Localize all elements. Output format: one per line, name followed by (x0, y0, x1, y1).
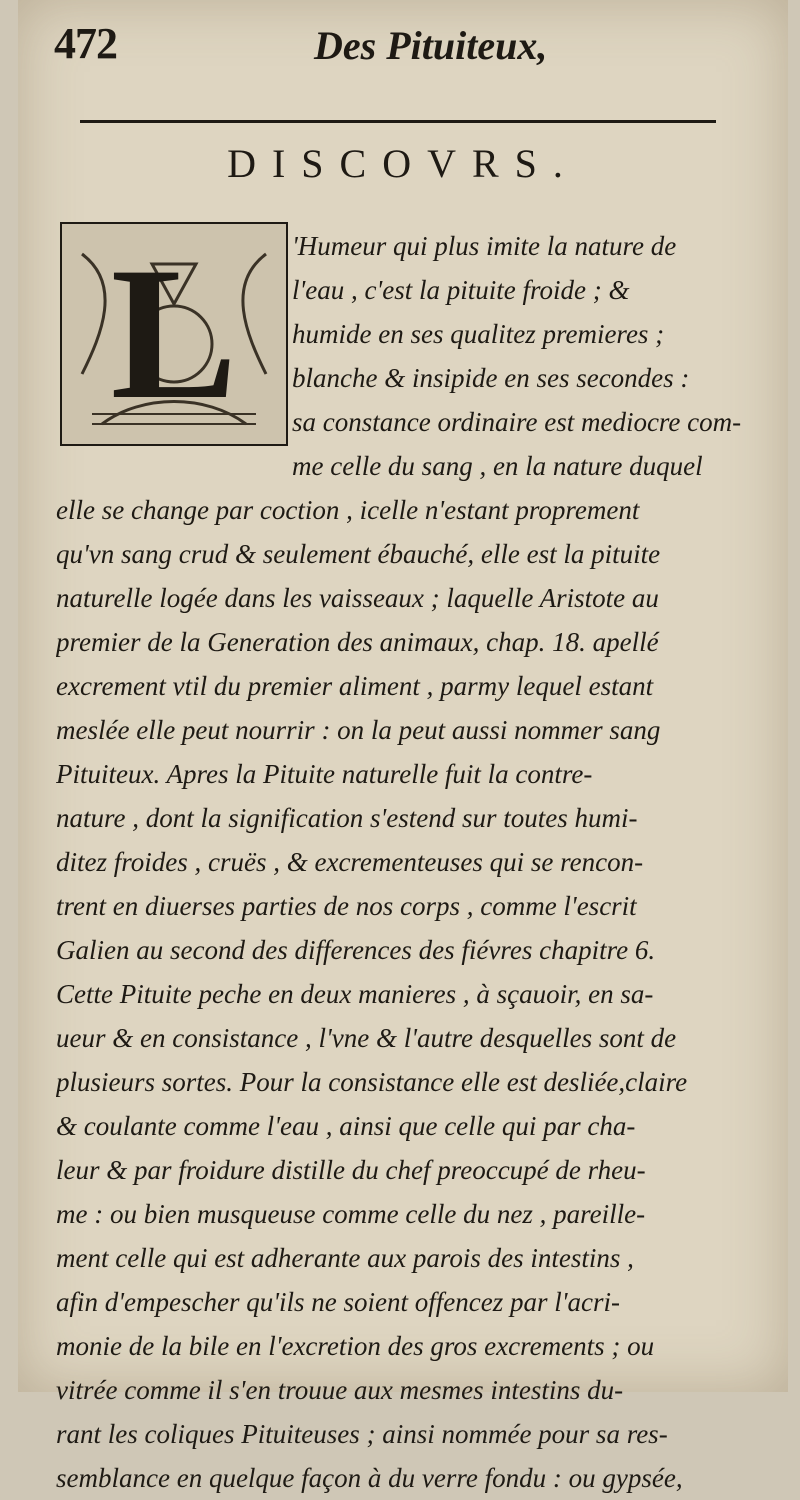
text-line: 'Humeur qui plus imite la nature de (292, 231, 677, 261)
running-head: Des Pituiteux, (314, 23, 548, 68)
text-line: Pituiteux. Apres la Pituite naturelle fuit la contre- (56, 759, 593, 789)
text-line: elle se change par coction , icelle n'estant proprement (56, 495, 640, 525)
text-line: ditez froides , cruës , & excrementeuses qui se rencon- (56, 847, 644, 877)
text-line: Cette Pituite peche en deux manieres , à sçauoir, en sa- (56, 979, 654, 1009)
page-header (54, 18, 754, 78)
text-line: vitrée comme il s'en trouue aux mesmes intestins du- (56, 1375, 624, 1405)
text-line: ueur & en consistance , l'vne & l'autre desquelles sont de (56, 1023, 677, 1053)
drop-cap-letter: L (110, 229, 238, 439)
text-line: meslée elle peut nourrir : on la peut aussi nommer sang (56, 715, 661, 745)
text-line: semblance en quelque façon à du verre fondu : ou gypsée, (56, 1463, 683, 1493)
text-line: & coulante comme l'eau , ainsi que celle qui par cha- (56, 1111, 636, 1141)
text-line: me : ou bien musqueuse comme celle du nez , pareille- (56, 1199, 646, 1229)
text-line: plusieurs sortes. Pour la consistance elle est desliée,claire (56, 1067, 688, 1097)
discourse-text (56, 224, 768, 1500)
text-line: qu'vn sang crud & seulement ébauché, elle est la pituite (56, 539, 661, 569)
text-line: ment celle qui est adherante aux parois des intestins , (56, 1243, 634, 1273)
text-line: afin d'empescher qu'ils ne soient offencez par l'acri- (56, 1287, 620, 1317)
text-line: naturelle logée dans les vaisseaux ; laquelle Aristote au (56, 583, 659, 613)
text-line: Galien au second des differences des fiévres chapitre 6. (56, 935, 656, 965)
section-title: DISCOVRS. (227, 141, 579, 186)
text-line: monie de la bile en l'excretion des gros excrements ; ou (56, 1331, 655, 1361)
text-line: sa constance ordinaire est mediocre com- (292, 407, 742, 437)
text-line: trent en diuerses parties de nos corps , comme l'escrit (56, 891, 637, 921)
text-line: me celle du sang , en la nature duquel (292, 451, 703, 481)
page-number: 472 (54, 19, 117, 68)
text-line: leur & par froidure distille du chef preoccupé de rheu- (56, 1155, 646, 1185)
text-line: humide en ses qualitez premieres ; (292, 319, 665, 349)
text-line: blanche & insipide en ses secondes : (292, 363, 690, 393)
text-line: excrement vtil du premier aliment , parmy lequel estant (56, 671, 654, 701)
header-rule (80, 120, 716, 123)
text-line: l'eau , c'est la pituite froide ; & (292, 275, 630, 305)
text-line: premier de la Generation des animaux, chap. 18. apellé (56, 627, 659, 657)
text-line: nature , dont la signification s'estend sur toutes humi- (56, 803, 638, 833)
book-page (18, 0, 788, 1493)
text-line: rant les coliques Pituiteuses ; ainsi nommée pour sa res- (56, 1419, 668, 1449)
